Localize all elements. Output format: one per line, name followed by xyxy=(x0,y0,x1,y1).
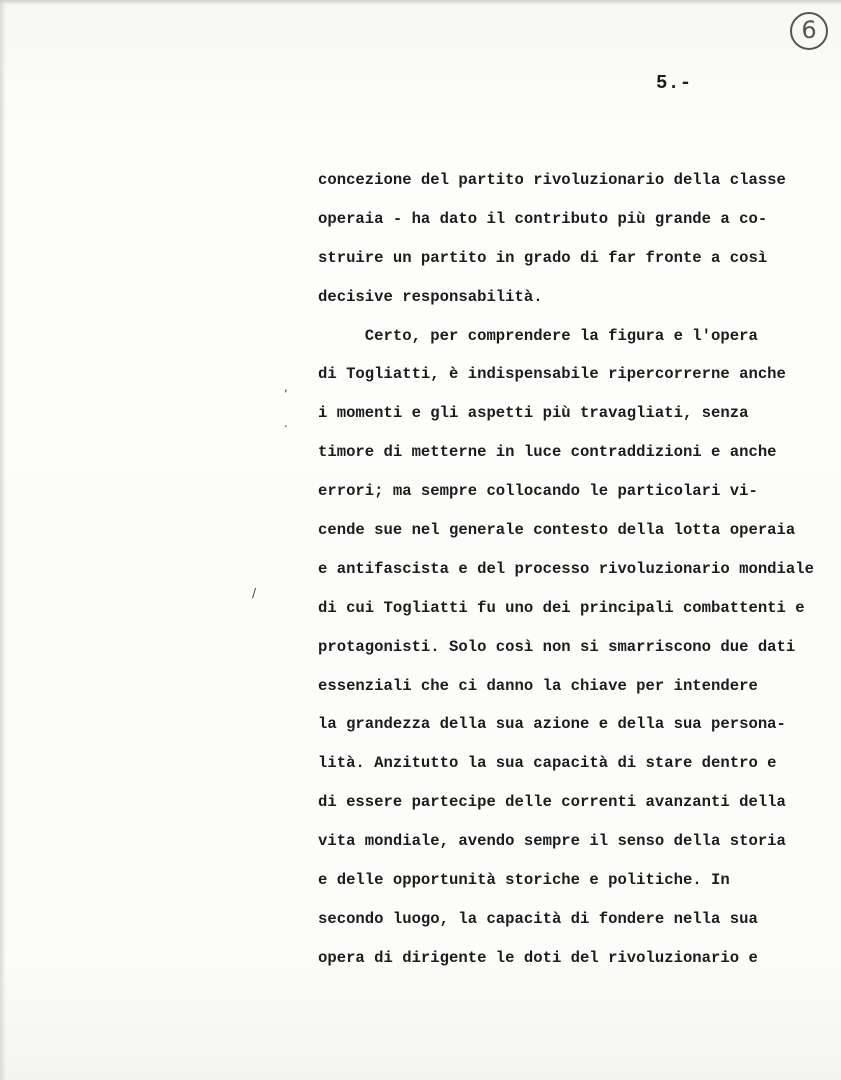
page-shadow-top xyxy=(0,0,841,5)
text-line: struire un partito in grado di far fronte a così xyxy=(318,248,768,267)
text-line: vita mondiale, avendo sempre il senso della storia xyxy=(318,832,786,851)
text-line: i momenti e gli aspetti più travagliati, senza xyxy=(318,404,749,423)
text-line: di cui Togliatti fu uno dei principali combattenti e xyxy=(318,598,805,617)
circled-page-number: 6 xyxy=(790,12,828,50)
text-line: decisive responsabilità. xyxy=(318,287,543,306)
text-line: timore di metterne in luce contraddizioni e anche xyxy=(318,443,777,462)
text-line: la grandezza della sua azione e della sua persona- xyxy=(318,715,786,734)
text-line: di Togliatti, è indispensabile ripercorrerne anche xyxy=(318,365,786,384)
text-line: operaia - ha dato il contributo più grande a co- xyxy=(318,209,768,228)
text-line: essenziali che ci danno la chiave per intendere xyxy=(318,676,758,695)
text-line: Certo, per comprendere la figura e l'opera xyxy=(318,326,758,345)
margin-mark-1: , xyxy=(284,380,288,394)
text-line: secondo luogo, la capacità di fondere nella sua xyxy=(318,909,758,928)
text-line: protagonisti. Solo così non si smarriscono due dati xyxy=(318,637,796,656)
text-line: concezione del partito rivoluzionario della classe xyxy=(318,171,786,189)
text-line: lità. Anzitutto la sua capacità di stare dentro e xyxy=(318,754,777,773)
body-text xyxy=(318,165,841,982)
page-number: 5.- xyxy=(656,72,692,94)
text-line: e antifascista e del processo rivoluzionario mondiale xyxy=(318,559,814,578)
text-line: opera di dirigente le doti del rivoluzionario e xyxy=(318,948,758,967)
margin-mark-3: / xyxy=(252,586,257,600)
text-line: di essere partecipe delle correnti avanzanti della xyxy=(318,793,786,812)
text-line: cende sue nel generale contesto della lotta operaia xyxy=(318,521,796,540)
text-line: e delle opportunità storiche e politiche. In xyxy=(318,871,730,890)
page-shadow-left xyxy=(0,0,6,1080)
text-line: errori; ma sempre collocando le particolari vi- xyxy=(318,482,758,501)
margin-mark-2: . xyxy=(284,416,288,430)
